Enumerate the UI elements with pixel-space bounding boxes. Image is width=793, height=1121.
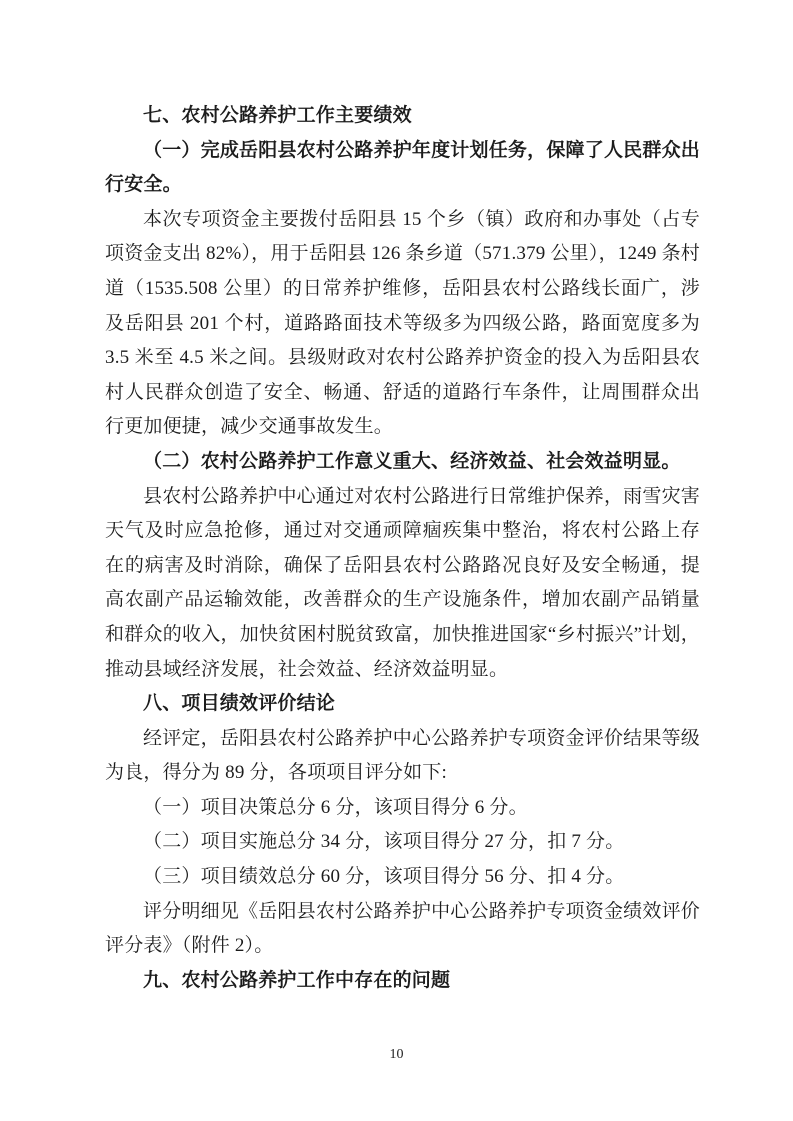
paragraph: 县农村公路养护中心通过对农村公路进行日常维护保养，雨雪灾害天气及时应急抢修，通过对交通顽障痼疾集中整治，将农村公路上存在的病害及时消除，确保了岳阳县农村公路路况良好及安全畅通，提高农副产品运输效能，改善群众的生产设施条件，增加农副产品销量和群众的收入，加快贫困村脱贫致富，加快推进国家“乡村振兴”计划，推动县域经济发展，社会效益、经济效益明显。 [105, 485, 700, 680]
paragraph: 评分明细见《岳阳县农村公路养护中心公路养护专项资金绩效评价评分表》（附件 2）。 [105, 900, 700, 957]
section-heading: 七、农村公路养护工作主要绩效 [143, 105, 412, 126]
page-number: 10 [389, 1047, 404, 1062]
paragraph: 本次专项资金主要拨付岳阳县 15 个乡（镇）政府和办事处（占专项资金支出 82%），用于岳阳县 126 条乡道（571.379 公里），1249 条村道（1535.508 公里）的日常养护维修，岳阳县农村公路线长面广，涉及岳阳县 201 个村，道路路面技术等级多为四级公路，路面宽度多为 3.5 米至 4.5 米之间。县级财政对农村公路养护资金的投入为岳阳县农村人民群众创造了安全、畅通、舒适的道路行车条件，让周围群众出行更加便捷，减少交通事故发生。 [105, 208, 700, 438]
section-heading: 九、农村公路养护工作中存在的问题 [143, 969, 451, 991]
paragraph: 经评定，岳阳县农村公路养护中心公路养护专项资金评价结果等级为良，得分为 89 分，各项项目评分如下: [105, 727, 700, 784]
section-heading: 八、项目绩效评价结论 [143, 693, 336, 715]
paragraph: （二）项目实施总分 34 分，该项目得分 27 分，扣 7 分。 [143, 831, 625, 853]
section-heading: （二）农村公路养护工作意义重大、经济效益、社会效益明显。 [143, 450, 681, 472]
paragraph: （三）项目绩效总分 60 分，该项目得分 56 分、扣 4 分。 [143, 866, 625, 888]
section-heading: （一）完成岳阳县农村公路养护年度计划任务，保障了人民群众出行安全。 [105, 139, 700, 196]
document-body [105, 99, 700, 998]
paragraph: （一）项目决策总分 6 分，该项目得分 6 分。 [143, 796, 528, 818]
